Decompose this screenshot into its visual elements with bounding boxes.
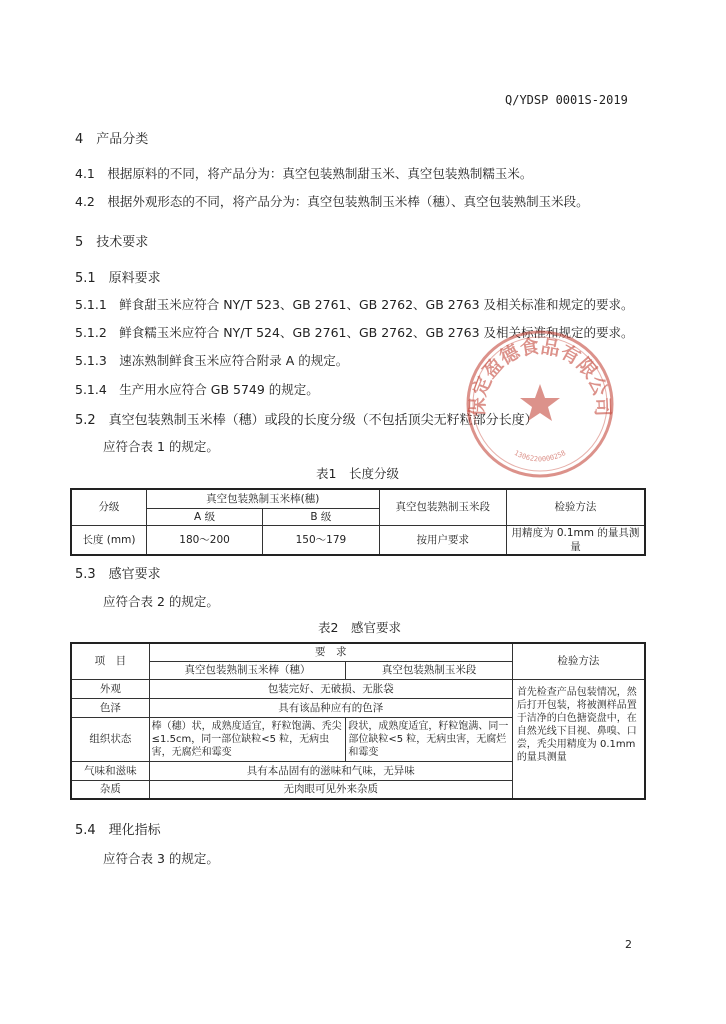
section-4-2: 4.2 根据外观形态的不同，将产品分为：真空包装熟制玉米棒（穗）、真空包装熟制玉米段。	[75, 194, 589, 209]
t2-odor-label: 气味和滋味	[71, 761, 149, 780]
t2-texture-label: 组织状态	[71, 717, 149, 761]
t2-color-label: 色泽	[71, 698, 149, 717]
t2-impurity-label: 杂质	[71, 780, 149, 799]
seal-code: 1306220000258	[512, 448, 568, 464]
t1-header-a: A 级	[146, 508, 262, 525]
length-grade-table	[70, 488, 646, 556]
section-5-4-heading: 5.4 理化指标	[75, 823, 161, 838]
t1-row-method: 用精度为 0.1mm 的量具测量	[506, 525, 645, 555]
t1-header-rod: 真空包装熟制玉米棒(穗)	[146, 489, 379, 508]
t2-color-value: 具有该品种应有的色泽	[149, 698, 512, 717]
t1-row-label: 长度 (mm)	[71, 525, 146, 555]
section-5-2-heading: 5.2 真空包装熟制玉米棒（穗）或段的长度分级（不包括顶尖无籽粒部分长度）	[75, 413, 538, 428]
t1-header-segment: 真空包装熟制玉米段	[379, 489, 506, 525]
t2-texture-segment: 段状，成熟度适宜，籽粒饱满、同一部位缺粒<5 粒，无病虫害，无腐烂和霉变	[346, 717, 512, 761]
t2-header-requirement: 要 求	[149, 643, 512, 661]
sensory-table	[70, 642, 646, 800]
t2-odor-value: 具有本品固有的滋味和气味，无异味	[149, 761, 512, 780]
seal-star-icon	[520, 384, 560, 421]
section-5-2-text: 应符合表 1 的规定。	[103, 439, 219, 454]
section-5-1-1: 5.1.1 鲜食甜玉米应符合 NY/T 523、GB 2761、GB 2762、GB 2763 及相关标准和规定的要求。	[75, 297, 634, 312]
section-5-1-4: 5.1.4 生产用水应符合 GB 5749 的规定。	[75, 382, 319, 397]
page-number: 2	[625, 938, 632, 951]
t2-impurity-value: 无肉眼可见外来杂质	[149, 780, 512, 799]
table2-caption: 表2 感官要求	[318, 620, 401, 635]
t1-row-segment: 按用户要求	[379, 525, 506, 555]
t2-texture-rod: 棒（穗）状，成熟度适宜，籽粒饱满、秃尖≤1.5cm，同一部位缺粒<5 粒，无病虫害，无腐烂和霉变	[149, 717, 346, 761]
section-5-1-heading: 5.1 原料要求	[75, 271, 161, 286]
t2-header-rod: 真空包装熟制玉米棒（穗）	[149, 661, 346, 679]
t1-header-method: 检验方法	[506, 489, 645, 525]
seal-text: 保定盈德食品有限公司	[466, 335, 614, 417]
section-5-1-2: 5.1.2 鲜食糯玉米应符合 NY/T 524、GB 2761、GB 2762、GB 2763 及相关标准和规定的要求。	[75, 325, 634, 340]
section-5-1-3: 5.1.3 速冻熟制鲜食玉米应符合附录 A 的规定。	[75, 353, 349, 368]
t2-header-segment: 真空包装熟制玉米段	[346, 661, 512, 679]
t2-method: 首先检查产品包装情况，然后打开包装，将被测样品置于洁净的白色搪瓷盘中，在自然光线下目视、鼻嗅、口尝，秃尖用精度为 0.1mm 的量具测量	[512, 679, 645, 799]
t2-header-method: 检验方法	[512, 643, 645, 679]
section-4-heading: 4 产品分类	[75, 132, 149, 147]
t1-header-grade: 分级	[71, 489, 146, 525]
section-5-4-text: 应符合表 3 的规定。	[103, 851, 219, 866]
section-5-3-text: 应符合表 2 的规定。	[103, 594, 219, 609]
section-4-1: 4.1 根据原料的不同，将产品分为：真空包装熟制甜玉米、真空包装熟制糯玉米。	[75, 166, 533, 181]
t1-row-b: 150～179	[263, 525, 379, 555]
t1-row-a: 180～200	[146, 525, 262, 555]
t1-header-b: B 级	[263, 508, 379, 525]
t2-appearance-value: 包装完好、无破损、无胀袋	[149, 679, 512, 698]
table1-caption: 表1 长度分级	[316, 466, 399, 481]
company-seal	[464, 328, 616, 480]
t2-header-item: 项 目	[71, 643, 149, 679]
section-5-3-heading: 5.3 感官要求	[75, 567, 161, 582]
section-5-heading: 5 技术要求	[75, 235, 149, 250]
t2-appearance-label: 外观	[71, 679, 149, 698]
standard-number: Q/YDSP 0001S-2019	[505, 93, 628, 107]
